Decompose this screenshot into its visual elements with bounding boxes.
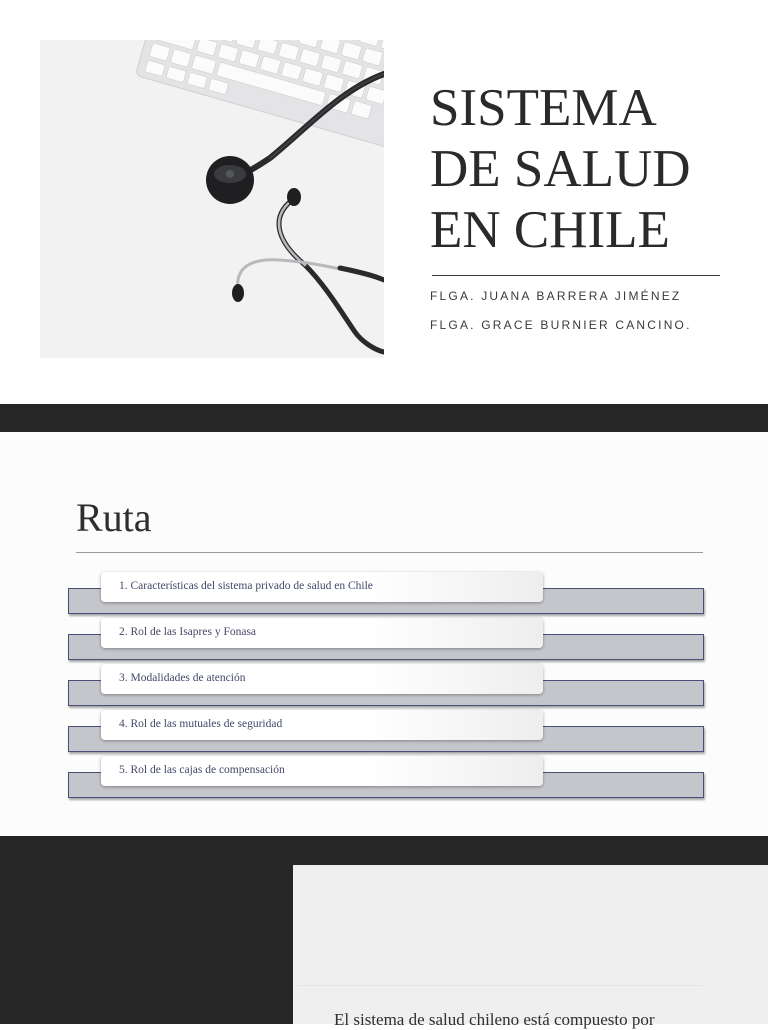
- agenda-item-card: [101, 756, 543, 786]
- slide-separator: [0, 404, 768, 432]
- agenda-item-label: 2. Rol de las Isapres y Fonasa: [119, 626, 256, 638]
- author-1: FLGA. JUANA BARRERA JIMÉNEZ: [430, 289, 681, 303]
- agenda-item: [68, 710, 704, 744]
- author-2: FLGA. GRACE BURNIER CANCINO.: [430, 318, 692, 332]
- presentation-title: [430, 78, 750, 261]
- agenda-item-label: 4. Rol de las mutuales de seguridad: [119, 718, 282, 730]
- title-slide: [0, 0, 768, 404]
- agenda-item-card: [101, 618, 543, 648]
- slide3-divider: [298, 985, 703, 986]
- slide3-content-panel: [293, 865, 768, 1024]
- agenda-item-label: 3. Modalidades de atención: [119, 672, 245, 684]
- title-divider: [432, 275, 720, 276]
- title-line-1: SISTEMA: [430, 78, 750, 139]
- agenda-item-label: 5. Rol de las cajas de compensación: [119, 764, 285, 776]
- chestpiece-icon: [206, 156, 254, 204]
- agenda-item-card: [101, 572, 543, 602]
- agenda-item-label: 1. Características del sistema privado de salud en Chile: [119, 580, 373, 592]
- stethoscope-keyboard-illustration: [40, 40, 384, 358]
- title-line-2: DE SALUD: [430, 139, 750, 200]
- agenda-item: [68, 756, 704, 790]
- earpiece-icon: [287, 188, 301, 206]
- agenda-title: Ruta: [76, 494, 152, 541]
- slide3-body-text: El sistema de salud chileno está compuesto por: [334, 1010, 655, 1030]
- earpiece-icon: [232, 284, 244, 302]
- slide-separator: [0, 836, 768, 865]
- agenda-slide: [0, 432, 768, 836]
- agenda-item-card: [101, 710, 543, 740]
- agenda-item-card: [101, 664, 543, 694]
- agenda-divider: [76, 552, 703, 553]
- agenda-item: [68, 618, 704, 652]
- slide3-dark-panel: [0, 865, 293, 1024]
- agenda-item: [68, 572, 704, 606]
- agenda-item: [68, 664, 704, 698]
- title-line-3: EN CHILE: [430, 200, 750, 261]
- stethoscope-photo: [40, 40, 384, 358]
